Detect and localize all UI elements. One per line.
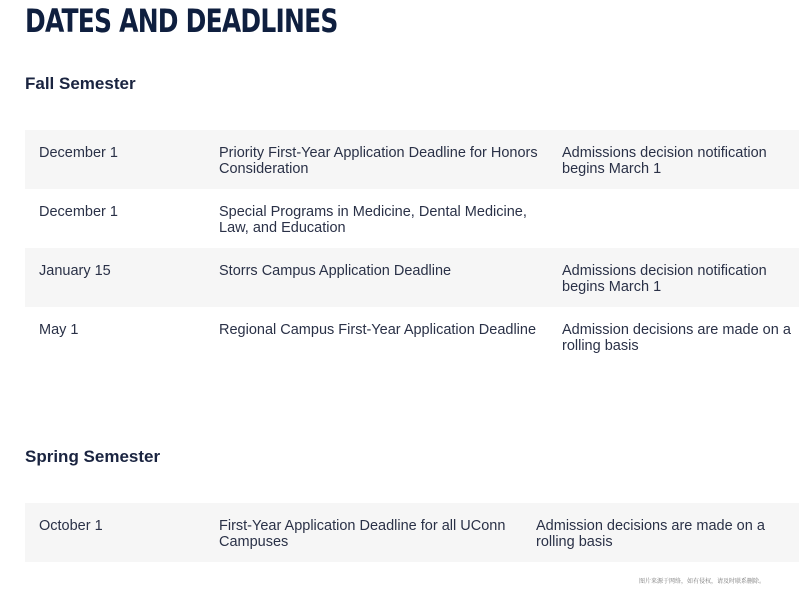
fall-deadlines-table	[25, 130, 799, 366]
page-title: DATES AND DEADLINES	[25, 2, 338, 40]
table-row	[25, 503, 799, 562]
date-cell: May 1	[39, 322, 79, 338]
deadline-cell: Priority First-Year Application Deadline for Honors Consideration	[219, 145, 538, 177]
deadline-cell: First-Year Application Deadline for all UConn Campuses	[219, 518, 506, 550]
date-cell: December 1	[39, 204, 118, 220]
date-cell: October 1	[39, 518, 103, 534]
deadline-cell: Storrs Campus Application Deadline	[219, 263, 452, 279]
note-cell: Admission decisions are made on a rolling basis	[536, 518, 765, 550]
table-row	[25, 307, 799, 366]
deadline-cell: Special Programs in Medicine, Dental Medicine, Law, and Education	[219, 204, 527, 236]
note-cell: Admissions decision notification begins March 1	[562, 145, 767, 177]
table-row	[25, 248, 799, 307]
date-cell: December 1	[39, 145, 118, 161]
table-row	[25, 189, 799, 248]
note-cell: Admissions decision notification begins March 1	[562, 263, 767, 295]
fall-semester-heading: Fall Semester	[25, 74, 136, 93]
spring-deadlines-table	[25, 503, 799, 562]
spring-semester-heading: Spring Semester	[25, 447, 161, 466]
table-row	[25, 130, 799, 189]
note-cell: Admission decisions are made on a rolling basis	[562, 322, 791, 354]
image-source-footnote: 图片来源于网络，如有侵权，请及时联系删除。	[639, 579, 766, 585]
date-cell: January 15	[39, 263, 111, 279]
deadline-cell: Regional Campus First-Year Application Deadline	[219, 322, 537, 338]
